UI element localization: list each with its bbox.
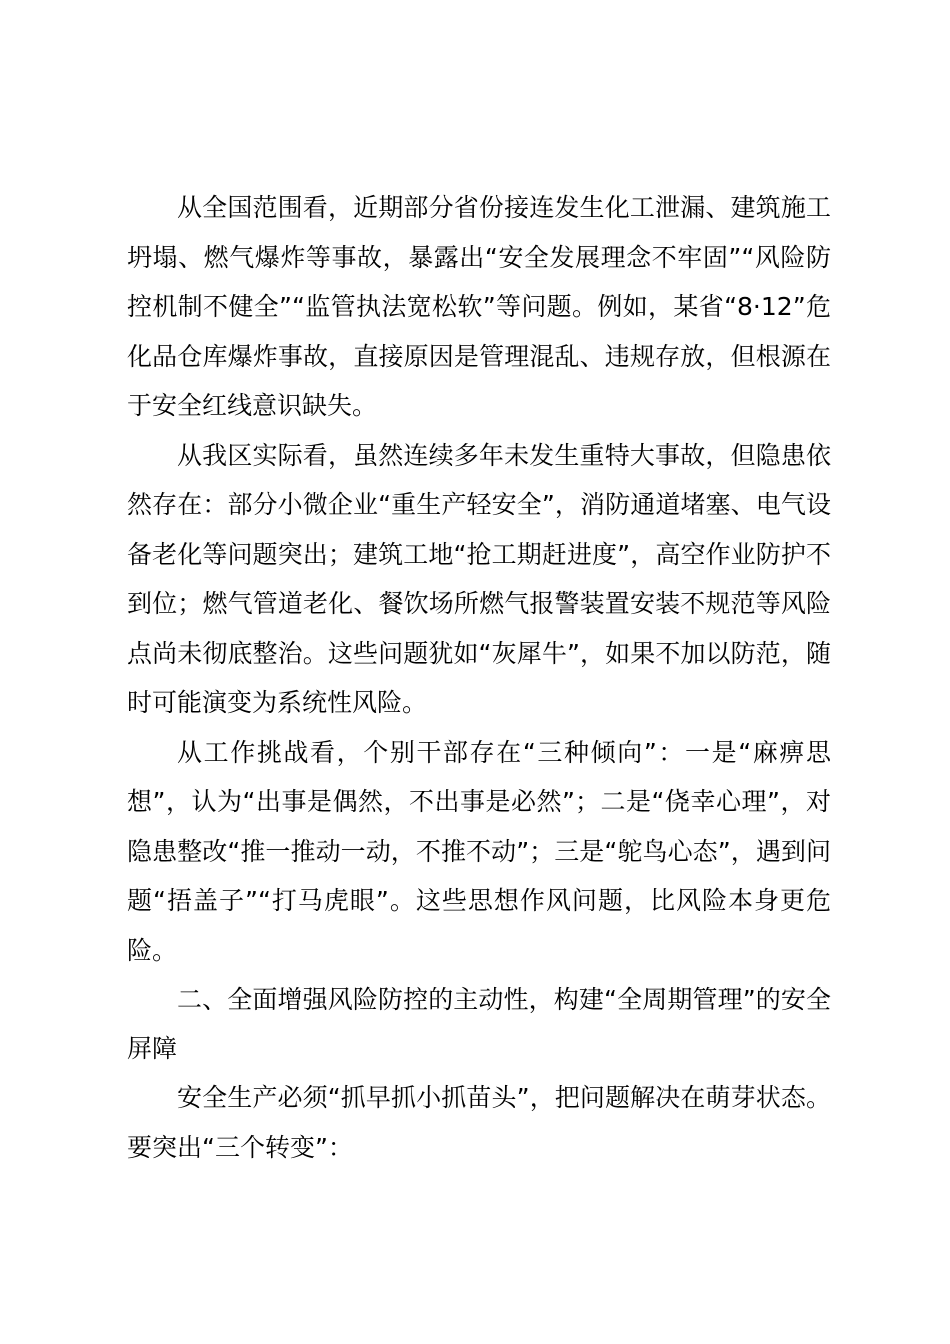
document-body [127, 183, 831, 1172]
paragraph-district-situation: 从我区实际看，虽然连续多年未发生重特大事故，但隐患依然存在：部分小微企业“重生产轻安全”，消防通道堵塞、电气设备老化等问题突出；建筑工地“抢工期赶进度”，高空作业防护不到位；燃气管道老化、餐饮场所燃气报警装置安装不规范等风险点尚未彻底整治。这些问题犹如“灰犀牛”，如果不加以防范，随时可能演变为系统性风险。 [127, 440, 831, 717]
paragraph-work-challenges: 从工作挑战看，个别干部存在“三种倾向”：一是“麻痹思想”，认为“出事是偶然，不出事是必然”；二是“侥幸心理”，对隐患整改“推一推动一动，不推不动”；三是“鸵鸟心态”，遇到问题“捂盖子”“打马虎眼”。这些思想作风问题，比风险本身更危险。 [127, 737, 831, 965]
section-heading: 二、全面增强风险防控的主动性，构建“全周期管理”的安全屏障 [127, 985, 831, 1063]
paragraph-national-situation: 从全国范围看，近期部分省份接连发生化工泄漏、建筑施工坍塌、燃气爆炸等事故，暴露出“安全发展理念不牢固”“风险防控机制不健全”“监管执法宽松软”等问题。例如，某省“8·12”危化品仓库爆炸事故，直接原因是管理混乱、违规存放，但根源在于安全红线意识缺失。 [127, 193, 831, 420]
paragraph-early-prevention: 安全生产必须“抓早抓小抓苗头”，把问题解决在萌芽状态。要突出“三个转变”： [127, 1083, 831, 1162]
